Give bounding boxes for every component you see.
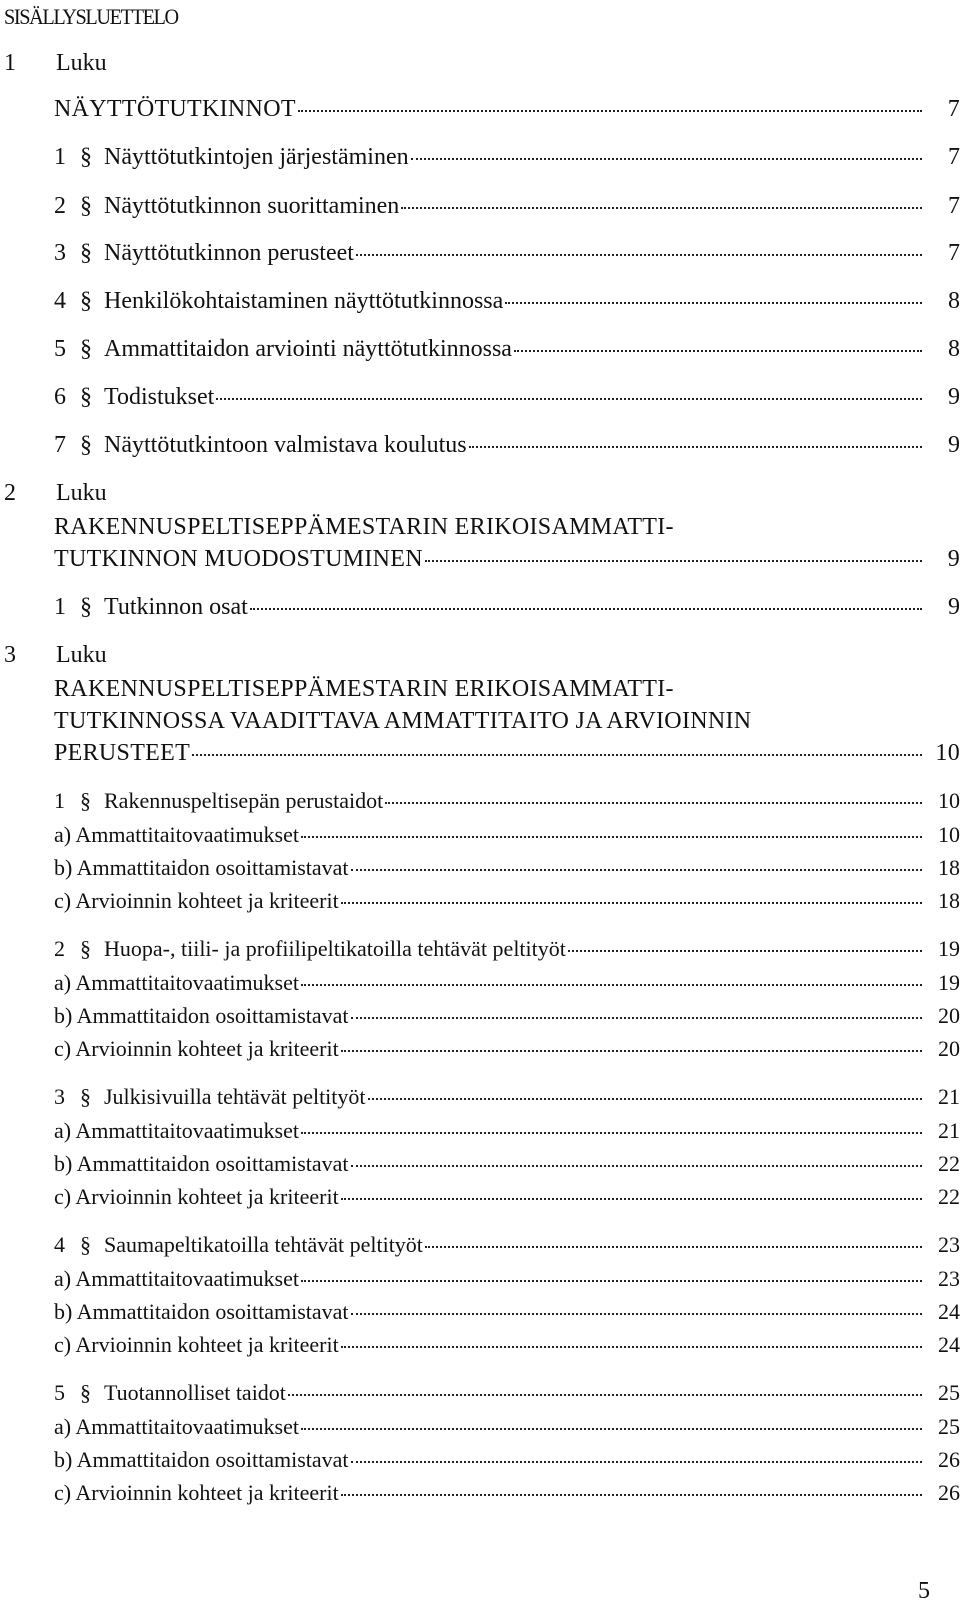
chapter-title: PERUSTEET <box>54 740 191 766</box>
toc-subentry[interactable] <box>54 822 960 848</box>
entry-text: a) Ammattitaitovaatimukset <box>54 1118 299 1143</box>
toc-subentry[interactable] <box>54 1118 960 1144</box>
leader-dots <box>469 446 922 448</box>
toc-entry[interactable] <box>54 384 960 411</box>
toc-subentry[interactable] <box>54 1480 960 1506</box>
chapter-number: 2 <box>4 480 16 506</box>
section-mark: § <box>80 336 92 362</box>
page-number: 25 <box>938 1414 960 1439</box>
leader-dots <box>425 560 922 562</box>
toc-subentry[interactable] <box>54 1184 960 1210</box>
page-number: 24 <box>938 1299 960 1324</box>
leader-dots <box>351 1017 922 1019</box>
entry-text: Rakennuspeltisepän perustaidot <box>104 788 384 813</box>
toc-entry[interactable] <box>54 1084 960 1110</box>
page-number: 7 <box>948 240 960 266</box>
section-mark: § <box>80 788 91 813</box>
toc-subentry[interactable] <box>54 1299 960 1325</box>
section-number: 5 <box>54 336 66 362</box>
page-number: 23 <box>938 1232 960 1257</box>
chapter-title: NÄYTTÖTUTKINNOT <box>54 96 296 122</box>
leader-dots <box>351 1313 922 1315</box>
toc-entry[interactable] <box>54 788 960 814</box>
chapter-title-line: RAKENNUSPELTISEPPÄMESTARIN ERIKOISAMMATTI- <box>54 676 674 702</box>
entry-text: b) Ammattitaidon osoittamistavat <box>54 1447 349 1472</box>
page-number: 9 <box>947 546 960 572</box>
entry-text: Näyttötutkinnon perusteet <box>104 240 354 266</box>
section-number: 2 <box>54 936 65 961</box>
leader-dots <box>385 802 922 804</box>
entry-text: c) Arvioinnin kohteet ja kriteerit <box>54 1184 339 1209</box>
leader-dots <box>514 350 922 352</box>
section-mark: § <box>80 432 92 458</box>
page-number: 9 <box>948 594 960 620</box>
toc-subentry[interactable] <box>54 855 960 881</box>
chapter-number: 1 <box>4 50 16 76</box>
page-number: 10 <box>938 822 960 847</box>
section-mark: § <box>80 1084 91 1109</box>
section-mark: § <box>80 288 92 314</box>
page-number: 7 <box>947 96 960 122</box>
entry-text: Saumapeltikatoilla tehtävät peltityöt <box>104 1232 423 1257</box>
toc-entry[interactable] <box>54 336 960 363</box>
section-mark: § <box>80 193 92 219</box>
page-number: 26 <box>938 1447 960 1472</box>
chapter-3-title-entry[interactable] <box>54 740 960 767</box>
entry-text: Huopa-, tiili- ja profiilipeltikatoilla tehtävät peltityöt <box>104 936 566 961</box>
section-mark: § <box>80 144 92 170</box>
leader-dots <box>301 1280 922 1282</box>
leader-dots <box>301 1428 922 1430</box>
leader-dots <box>425 1246 922 1248</box>
leader-dots <box>341 1050 922 1052</box>
page-number: 18 <box>938 855 960 880</box>
page-number: 8 <box>948 288 960 314</box>
entry-text: Todistukset <box>104 384 215 410</box>
leader-dots <box>298 110 922 112</box>
leader-dots <box>351 869 922 871</box>
chapter-2-label <box>4 480 107 507</box>
section-number: 6 <box>54 384 66 410</box>
toc-subentry[interactable] <box>54 1151 960 1177</box>
page-number: 9 <box>948 432 960 458</box>
section-number: 2 <box>54 193 66 219</box>
leader-dots <box>341 1494 922 1496</box>
chapter-word: Luku <box>56 642 107 668</box>
chapter-title-line: RAKENNUSPELTISEPPÄMESTARIN ERIKOISAMMATTI- <box>54 514 674 540</box>
section-number: 1 <box>54 788 65 813</box>
chapter-title-line: TUTKINNOSSA VAADITTAVA AMMATTITAITO JA ARVIOINNIN <box>54 708 752 734</box>
section-number: 3 <box>54 240 66 266</box>
section-number: 5 <box>54 1380 65 1405</box>
chapter-word: Luku <box>56 480 107 506</box>
entry-text: Tuotannolliset taidot <box>104 1380 286 1405</box>
leader-dots <box>351 1461 922 1463</box>
section-number: 1 <box>54 594 66 620</box>
leader-dots <box>301 984 922 986</box>
entry-text: c) Arvioinnin kohteet ja kriteerit <box>54 888 339 913</box>
leader-dots <box>288 1394 922 1396</box>
entry-text: b) Ammattitaidon osoittamistavat <box>54 855 349 880</box>
page-number: 19 <box>938 970 960 995</box>
section-mark: § <box>80 240 92 266</box>
toc-subentry[interactable] <box>54 1447 960 1473</box>
entry-text: a) Ammattitaitovaatimukset <box>54 1266 299 1291</box>
entry-text: Julkisivuilla tehtävät peltityöt <box>104 1084 366 1109</box>
section-number: 7 <box>54 432 66 458</box>
leader-dots <box>356 254 922 256</box>
toc-entry[interactable] <box>54 1232 960 1258</box>
entry-text: a) Ammattitaitovaatimukset <box>54 822 299 847</box>
chapter-1-title-entry[interactable] <box>54 96 960 123</box>
leader-dots <box>341 902 922 904</box>
entry-text: Tutkinnon osat <box>104 594 248 620</box>
leader-dots <box>368 1098 922 1100</box>
entry-text: Näyttötutkintojen järjestäminen <box>104 144 409 170</box>
toc-subentry[interactable] <box>54 1036 960 1062</box>
leader-dots <box>341 1198 922 1200</box>
section-mark: § <box>80 384 92 410</box>
entry-text: Näyttötutkintoon valmistava koulutus <box>104 432 467 458</box>
section-number: 1 <box>54 144 66 170</box>
leader-dots <box>401 207 922 209</box>
toc-subentry[interactable] <box>54 888 960 914</box>
leader-dots <box>192 754 922 756</box>
section-number: 3 <box>54 1084 65 1109</box>
chapter-word: Luku <box>56 50 107 76</box>
page-number: 8 <box>948 336 960 362</box>
page-number: 26 <box>938 1480 960 1505</box>
leader-dots <box>250 608 922 610</box>
toc-subentry[interactable] <box>54 1414 960 1440</box>
entry-text: c) Arvioinnin kohteet ja kriteerit <box>54 1332 339 1357</box>
toc-entry[interactable] <box>54 144 960 171</box>
chapter-number: 3 <box>4 642 16 668</box>
entry-text: a) Ammattitaitovaatimukset <box>54 970 299 995</box>
leader-dots <box>351 1165 922 1167</box>
leader-dots <box>216 398 922 400</box>
chapter-3-label <box>4 642 107 669</box>
entry-text: c) Arvioinnin kohteet ja kriteerit <box>54 1480 339 1505</box>
toc-entry[interactable] <box>54 288 960 315</box>
leader-dots <box>341 1346 922 1348</box>
page-number-footer: 5 <box>918 1578 930 1604</box>
page-number: 19 <box>938 936 960 961</box>
entry-text: Henkilökohtaistaminen näyttötutkinnossa <box>104 288 504 314</box>
entry-text: b) Ammattitaidon osoittamistavat <box>54 1003 349 1028</box>
toc-entry[interactable] <box>54 936 960 962</box>
section-mark: § <box>80 1380 91 1405</box>
leader-dots <box>411 158 922 160</box>
toc-heading: SISÄLLYSLUETTELO <box>4 4 178 29</box>
toc-subentry[interactable] <box>54 1003 960 1029</box>
entry-text: a) Ammattitaitovaatimukset <box>54 1414 299 1439</box>
toc-subentry[interactable] <box>54 1266 960 1292</box>
page-number: 9 <box>948 384 960 410</box>
section-mark: § <box>80 594 92 620</box>
entry-text: c) Arvioinnin kohteet ja kriteerit <box>54 1036 339 1061</box>
page-number: 20 <box>938 1036 960 1061</box>
page-number: 23 <box>938 1266 960 1291</box>
page-number: 22 <box>938 1184 960 1209</box>
page-number: 24 <box>938 1332 960 1357</box>
chapter-1-label <box>4 50 107 77</box>
section-number: 4 <box>54 288 66 314</box>
section-mark: § <box>80 936 91 961</box>
toc-subentry[interactable] <box>54 1332 960 1358</box>
toc-entry[interactable] <box>54 193 960 220</box>
page-number: 18 <box>938 888 960 913</box>
leader-dots <box>301 1132 922 1134</box>
leader-dots <box>301 836 922 838</box>
toc-entry[interactable] <box>54 240 960 267</box>
toc-subentry[interactable] <box>54 970 960 996</box>
page-number: 25 <box>938 1380 960 1405</box>
page-number: 21 <box>938 1118 960 1143</box>
page-number: 7 <box>948 193 960 219</box>
entry-text: Ammattitaidon arviointi näyttötutkinnossa <box>104 336 512 362</box>
page-number: 21 <box>938 1084 960 1109</box>
section-number: 4 <box>54 1232 65 1257</box>
page-number: 7 <box>948 144 960 170</box>
entry-text: Näyttötutkinnon suorittaminen <box>104 193 400 219</box>
toc-entry[interactable] <box>54 432 960 459</box>
chapter-title: TUTKINNON MUODOSTUMINEN <box>54 546 423 572</box>
page-number: 20 <box>938 1003 960 1028</box>
entry-text: b) Ammattitaidon osoittamistavat <box>54 1299 349 1324</box>
page-number: 10 <box>935 740 960 766</box>
toc-entry[interactable] <box>54 1380 960 1406</box>
leader-dots <box>568 950 922 952</box>
section-mark: § <box>80 1232 91 1257</box>
page-number: 10 <box>938 788 960 813</box>
toc-entry[interactable] <box>54 594 960 621</box>
chapter-2-title-entry[interactable] <box>54 546 960 573</box>
page-number: 22 <box>938 1151 960 1176</box>
leader-dots <box>505 302 922 304</box>
entry-text: b) Ammattitaidon osoittamistavat <box>54 1151 349 1176</box>
